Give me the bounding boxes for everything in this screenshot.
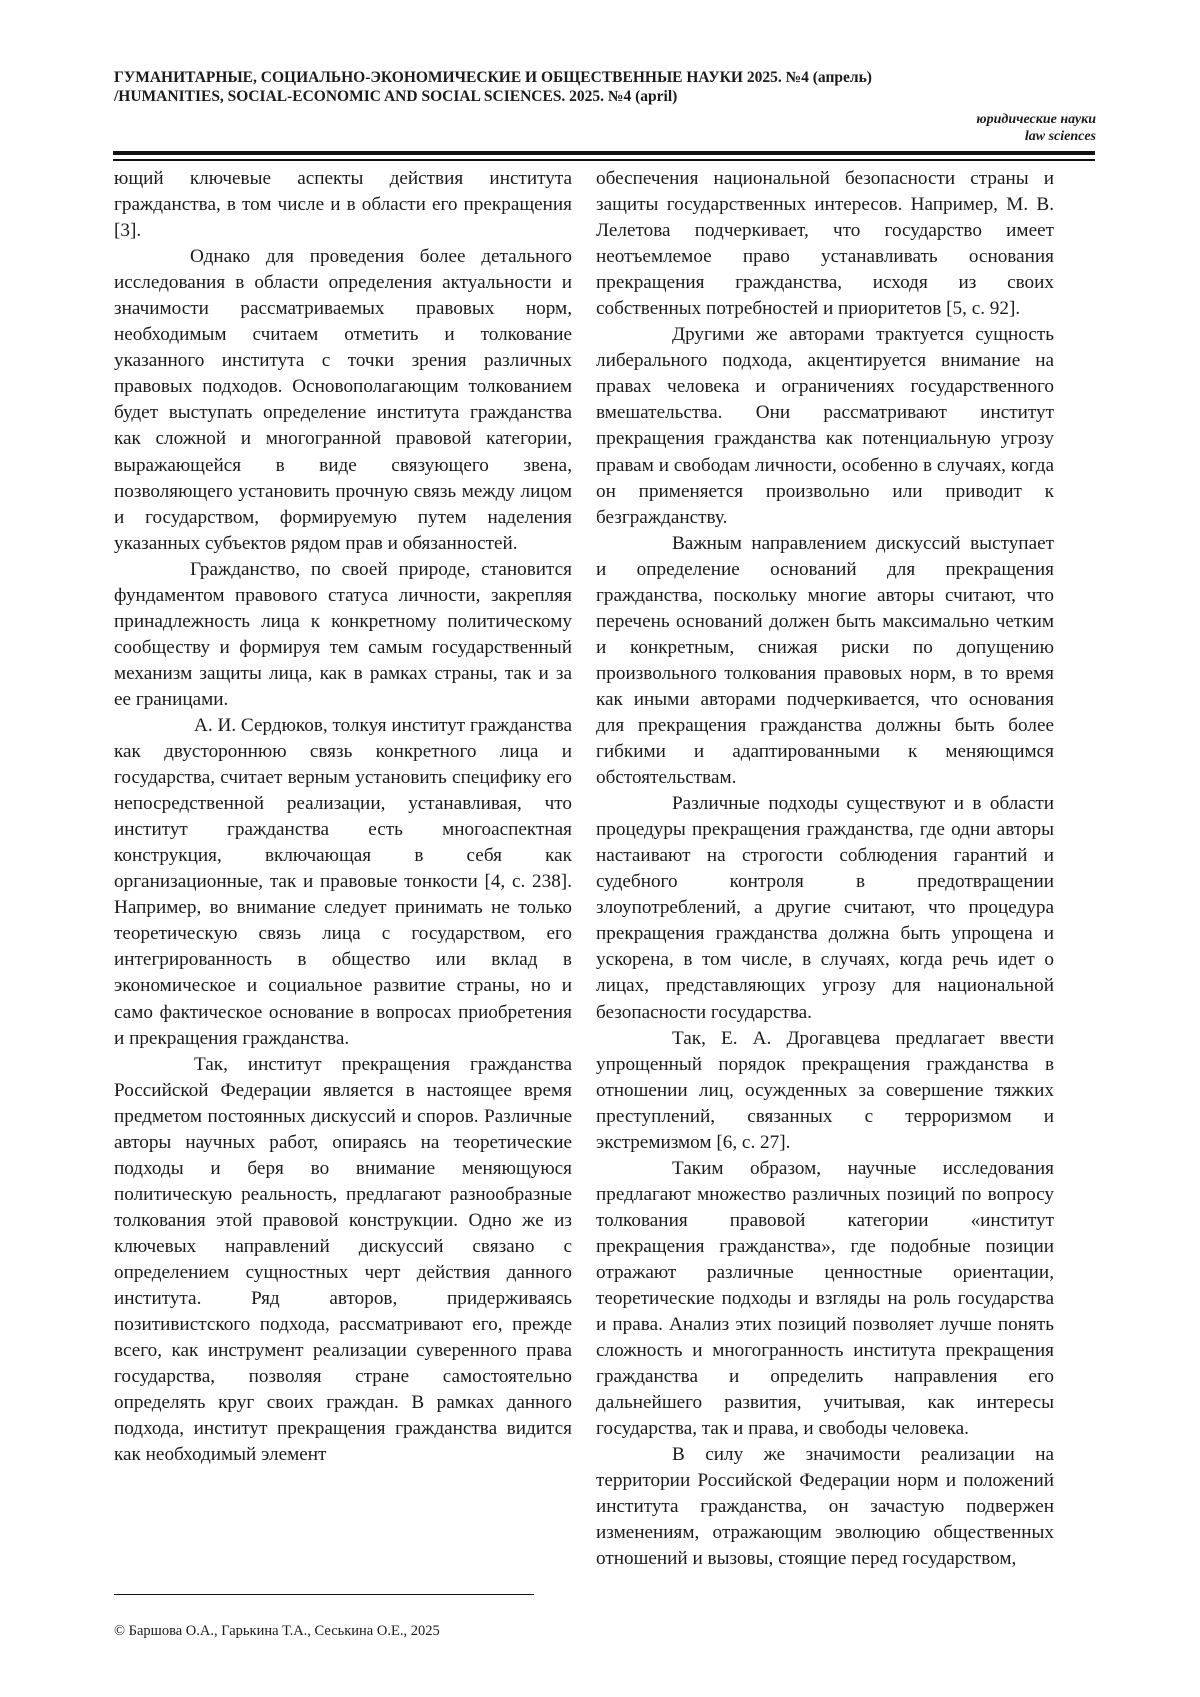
header-rule-thin bbox=[113, 159, 1095, 161]
paragraph: Так, Е. А. Дрогавцева предлагает ввести упрощенный порядок прекращения гражданства в отношении лиц, осужденных за совершение тяжких преступлений, связанных с терроризмом и экстремизмом [6, с. 27]. bbox=[596, 1027, 1054, 1153]
paragraph: обеспечения национальной безопасности страны и защиты государственных интересов. Например, М. В. Лелетова подчеркивает, что государство имеет неотъемлемое право устанавливать основания прекращения гражданства, исходя из своих собственных потребностей и приоритетов [5, с. 92]. bbox=[596, 168, 1054, 320]
paragraph: Таким образом, научные исследования предлагают множество различных позиций по вопросу толкования правовой категории «институт прекращения гражданства», где подобные позиции отражают различные ценностные ориентации, теоретические подходы и взгляды на роль государства и права. Анализ этих позиций позволяет лучше понять сложность и многогранность института прекращения гражданства и определить направления его дальнейшего развития, учитывая, как интересы государства, так и права, и свободы человека. bbox=[596, 1157, 1054, 1440]
paragraph: А. И. Сердюков, толкуя институт гражданства как двустороннюю связь конкретного лица и государства, считает верным установить специфику его непосредственной реализации, устанавливая, что институт гражданства есть многоаспектная конструкция, включающая в себя как организационные, так и правовые тонкости [4, с. 238]. Например, во внимание следует принимать не только теоретическую связь лица с государством, его интегрированность в общество или вклад в экономическое и социальное развитие страны, но и само фактическое основание в вопросах приобретения и прекращения гражданства. bbox=[114, 714, 572, 1049]
section-label-ru: юридические науки bbox=[976, 112, 1096, 127]
journal-title-en: /HUMANITIES, SOCIAL-ECONOMIC AND SOCIAL SCIENCES. 2025. №4 (april) bbox=[114, 88, 678, 105]
copyright-footnote: © Баршова О.А., Гарькина Т.А., Сеськина О.Е., 2025 bbox=[114, 1623, 440, 1639]
paragraph: Однако для проведения более детального исследования в области определения актуальности и значимости рассматриваемых правовых норм, необходимым считаем отметить и толкование указанного института с точки зрения различных правовых подходов. Основополагающим толкованием будет выступать определение института гражданства как сложной и многогранной правовой категории, выражающейся в виде связующего звена, позволяющего установить прочную связь между лицом и государством, формируемую путем наделения указанных субъектов рядом прав и обязанностей. bbox=[114, 246, 572, 554]
paragraph: Другими же авторами трактуется сущность либерального подхода, акцентируется внимание на правах человека и ограничениях государственного вмешательства. Они рассматривают институт прекращения гражданства как потенциальную угрозу правам и свободам личности, особенно в случаях, когда он применяется произвольно или приводит к безгражданству. bbox=[596, 324, 1054, 528]
paragraph: Важным направлением дискуссий выступает и определение оснований для прекращения гражданства, поскольку многие авторы считают, что перечень оснований должен быть максимально четким и конкретным, снижая риски по допущению произвольного толкования правовых норм, в то время как иными авторами подчеркивается, что основания для прекращения гражданства должны быть более гибкими и адаптированными к меняющимся обстоятельствам. bbox=[596, 532, 1054, 789]
section-label bbox=[976, 111, 1096, 145]
journal-header bbox=[114, 68, 1094, 106]
paragraph: Так, институт прекращения гражданства Российской Федерации является в настоящее время предметом постоянных дискуссий и споров. Различные авторы научных работ, опираясь на теоретические подходы и беря во внимание меняющуюся политическую реальность, предлагают разнообразные толкования этой правовой конструкции. Одно же из ключевых направлений дискуссий связано с определением сущностных черт действия данного института. Ряд авторов, придерживаясь позитивистского подхода, рассматривают его, прежде всего, как инструмент реализации суверенного права государства, позволяя стране самостоятельно определять круг своих граждан. В рамках данного подхода, институт прекращения гражданства видится как необходимый элемент bbox=[114, 1053, 572, 1466]
journal-title-ru: ГУМАНИТАРНЫЕ, СОЦИАЛЬНО-ЭКОНОМИЧЕСКИЕ И ОБЩЕСТВЕННЫЕ НАУКИ 2025. №4 (апрель) bbox=[114, 69, 872, 86]
section-label-en: law sciences bbox=[1024, 129, 1096, 144]
left-column bbox=[114, 166, 572, 1468]
paragraph: Различные подходы существуют и в области процедуры прекращения гражданства, где одни авторы настаивают на строгости соблюдения гарантий и судебного контроля в предотвращении злоупотреблений, а другие считают, что процедура прекращения гражданства должна быть упрощена и ускорена, в том числе, в случаях, когда речь идет о лицах, представляющих угрозу для национальной безопасности государства. bbox=[596, 793, 1054, 1023]
paragraph: ющий ключевые аспекты действия института гражданства, в том числе и в области его прекращения [3]. bbox=[114, 168, 572, 242]
header-rule-thick bbox=[113, 151, 1095, 155]
right-column bbox=[596, 166, 1054, 1573]
paragraph: В силу же значимости реализации на территории Российской Федерации норм и положений института гражданства, он зачастую подвержен изменениям, отражающим эволюцию общественных отношений и вызовы, стоящие перед государством, bbox=[596, 1444, 1054, 1570]
paragraph: Гражданство, по своей природе, становится фундаментом правового статуса личности, закрепляя принадлежность лица к конкретному политическому сообществу и формируя тем самым государственный механизм защиты лица, как в рамках страны, так и за ее границами. bbox=[114, 558, 572, 710]
footnote-rule bbox=[114, 1594, 534, 1595]
